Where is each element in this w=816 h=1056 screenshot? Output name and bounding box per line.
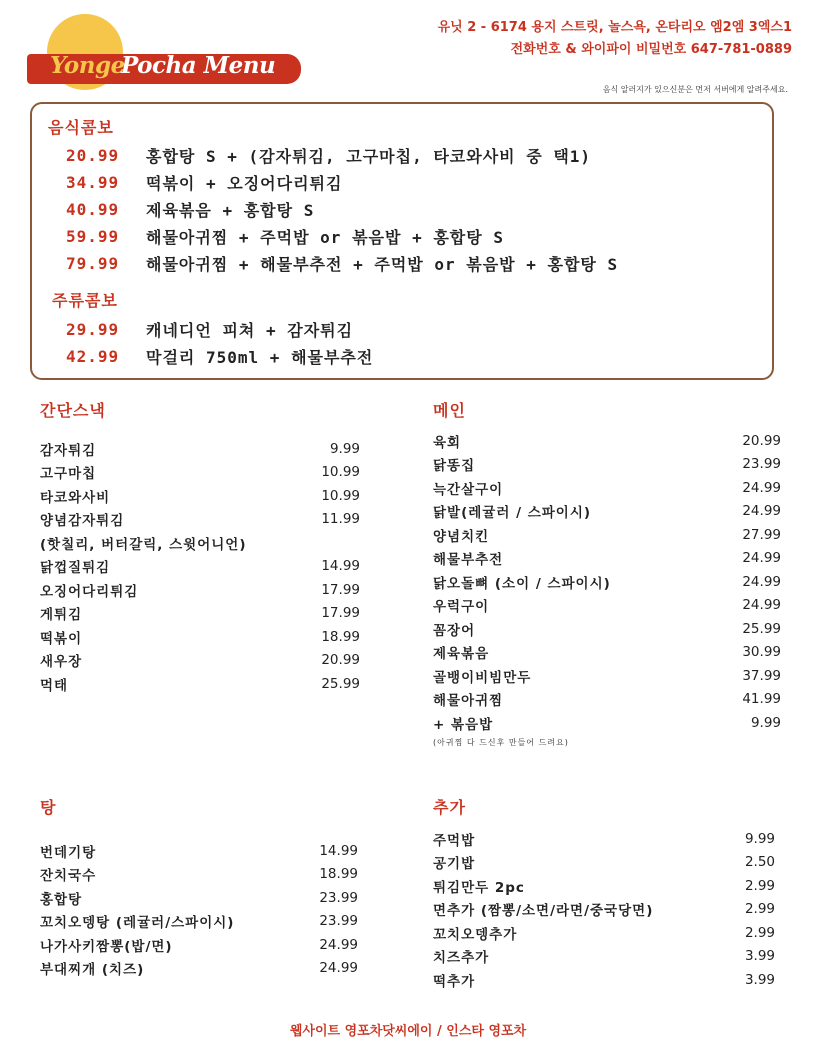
- header-phone-wifi: 전화번호 & 와이파이 비밀번호 647-781-0889: [510, 42, 792, 57]
- menu-item-name: 꼬치오뎅탕 (레귤러/스파이시): [40, 915, 235, 932]
- menu-item-price: 23.99: [319, 913, 358, 930]
- combo-description: 제육볶음 + 홍합탕 S: [146, 201, 315, 220]
- menu-item-name: 제육볶음: [433, 646, 490, 663]
- combo-price: 59.99: [66, 227, 120, 246]
- menu-item-price: 24.99: [319, 936, 358, 953]
- menu-item-price: 3.99: [744, 971, 775, 988]
- menu-item: [433, 968, 775, 992]
- menu-item-name: 홍합탕: [40, 891, 83, 908]
- menu-item: [40, 602, 360, 626]
- menu-item-name: + 볶음밥: [433, 716, 494, 733]
- menu-item-price: 9.99: [750, 714, 781, 731]
- extras-title: 추가: [433, 798, 466, 817]
- menu-item: [40, 933, 358, 957]
- menu-item-price: 20.99: [321, 652, 360, 669]
- menu-item-name: 새우장: [40, 654, 83, 671]
- menu-item-name: 고구마칩: [40, 466, 97, 483]
- menu-item-price: 30.99: [742, 644, 781, 661]
- menu-item-price: 24.99: [742, 573, 781, 590]
- allergy-note: 음식 알러지가 있으신분은 먼저 서버에게 알려주세요.: [602, 85, 788, 94]
- menu-item: [433, 664, 781, 688]
- snacks-title: 간단스낵: [40, 401, 106, 420]
- snacks-list: [40, 437, 360, 696]
- menu-item-price: 9.99: [744, 830, 775, 847]
- combo-price: 40.99: [66, 200, 120, 219]
- menu-item-price: 25.99: [321, 675, 360, 692]
- menu-item: [433, 688, 781, 712]
- combo-price: 42.99: [66, 347, 120, 366]
- combo-description: 떡볶이 + 오징어다리튀김: [146, 174, 343, 193]
- combo-row: [66, 250, 618, 277]
- combo-row: [66, 316, 373, 343]
- soups-list: [40, 839, 358, 980]
- menu-item-price: 2.99: [744, 901, 775, 918]
- drink-combo-title: 주류콤보: [52, 291, 118, 310]
- menu-item-price: 2.50: [744, 854, 775, 871]
- menu-item-price: 24.99: [742, 503, 781, 520]
- menu-item-name: 오징어다리튀김: [40, 583, 139, 600]
- menu-item-name: 꼬치오뎅추가: [433, 926, 518, 943]
- menu-item: [433, 500, 781, 524]
- menu-item: [433, 594, 781, 618]
- menu-item: [40, 578, 360, 602]
- menu-item-name: 해물아귀찜: [433, 693, 504, 710]
- menu-item: [40, 484, 360, 508]
- menu-item: [433, 547, 781, 571]
- menu-item: [40, 957, 358, 981]
- menu-item-name: 떡추가: [433, 973, 476, 990]
- menu-item: [40, 437, 360, 461]
- food-combo-title: 음식콤보: [48, 118, 114, 137]
- mains-title: 메인: [433, 401, 466, 420]
- menu-item-price: 18.99: [321, 628, 360, 645]
- menu-item-name: 치즈추가: [433, 950, 490, 967]
- menu-item-price: 24.99: [742, 479, 781, 496]
- menu-item-name: 공기밥: [433, 856, 476, 873]
- combo-row: [66, 223, 618, 250]
- mains-list: [433, 429, 781, 748]
- menu-item-name: 닭껍질튀김: [40, 560, 111, 577]
- footer-website-instagram: 웹사이트 영포차닷씨에이 / 인스타 영포차: [289, 1024, 527, 1039]
- menu-item: [40, 886, 358, 910]
- menu-item-price: 24.99: [742, 597, 781, 614]
- combo-row: [66, 142, 618, 169]
- combo-description: 홍합탕 S + (감자튀김, 고구마칩, 타코와사비 중 택1): [146, 147, 592, 166]
- menu-item-name: 닭오돌뼈 (소이 / 스파이시): [433, 575, 611, 592]
- menu-item: [433, 453, 781, 477]
- combo-description: 막걸리 750ml + 해물부추전: [146, 348, 374, 367]
- menu-item-name: 떡볶이: [40, 630, 83, 647]
- menu-item: [433, 898, 775, 922]
- menu-item: [433, 945, 775, 969]
- menu-item-name: 게튀김: [40, 607, 83, 624]
- menu-item-name: 양념치킨: [433, 528, 490, 545]
- menu-item-price: 20.99: [742, 432, 781, 449]
- header-address: 유닛 2 - 6174 용지 스트릿, 놀스욕, 온타리오 엠2엠 3엑스1: [437, 20, 792, 35]
- menu-item-name: 늑간살구이: [433, 481, 504, 498]
- menu-item: [433, 874, 775, 898]
- combo-description: 해물아귀찜 + 주먹밥 or 볶음밥 + 홍합탕 S: [146, 228, 504, 247]
- menu-item-price: 18.99: [319, 866, 358, 883]
- menu-item-name: 부대찌개 (치즈): [40, 962, 145, 979]
- menu-item: [433, 641, 781, 665]
- menu-item-price: 17.99: [321, 581, 360, 598]
- combo-price: 29.99: [66, 320, 120, 339]
- menu-item-price: 24.99: [319, 960, 358, 977]
- menu-item-name: 타코와사비: [40, 489, 111, 506]
- menu-item-price: 10.99: [321, 487, 360, 504]
- menu-item-price: 14.99: [321, 558, 360, 575]
- menu-item-name: 나가사키짬뽕(밥/면): [40, 938, 173, 955]
- menu-item-name: 닭발(레귤러 / 스파이시): [433, 505, 592, 522]
- menu-item: [433, 523, 781, 547]
- combo-description: 캐네디언 피쳐 + 감자튀김: [146, 321, 354, 340]
- menu-item-name: 골뱅이비빔만두: [433, 669, 532, 686]
- menu-item: [433, 711, 781, 735]
- menu-item-price: 2.99: [744, 924, 775, 941]
- menu-item: [40, 863, 358, 887]
- menu-item-name: 면추가 (짬뽕/소면/라면/중국당면): [433, 903, 654, 920]
- combo-price: 79.99: [66, 254, 120, 273]
- mains-note: (아귀찜 다 드신후 만들어 드려요): [433, 737, 569, 747]
- menu-item-price: 25.99: [742, 620, 781, 637]
- logo-text-pocha-menu: Pocha Menu: [121, 52, 276, 79]
- menu-item: [40, 672, 360, 696]
- menu-item-name: 감자튀김: [40, 442, 97, 459]
- snacks-flavor-note: (핫칠리, 버터갈릭, 스윗어니언): [40, 536, 247, 553]
- menu-item: [433, 476, 781, 500]
- extras-list: [433, 827, 775, 992]
- combo-row: [66, 343, 373, 370]
- menu-item-price: 3.99: [744, 948, 775, 965]
- menu-item-price: 37.99: [742, 667, 781, 684]
- menu-item-name: 양념감자튀김: [40, 513, 125, 530]
- menu-item-price: 14.99: [319, 842, 358, 859]
- menu-item: [40, 910, 358, 934]
- combo-row: [66, 196, 618, 223]
- menu-item: [40, 625, 360, 649]
- menu-item: [40, 649, 360, 673]
- combo-price: 34.99: [66, 173, 120, 192]
- menu-item: [433, 921, 775, 945]
- food-combo-list: [66, 142, 618, 277]
- menu-item-price: 24.99: [742, 550, 781, 567]
- menu-item: [433, 429, 781, 453]
- menu-item: [40, 839, 358, 863]
- menu-item-price: 11.99: [321, 511, 360, 528]
- menu-item-name: 꼼장어: [433, 622, 476, 639]
- logo: [0, 0, 320, 100]
- menu-item: [40, 555, 360, 579]
- menu-item: [40, 461, 360, 485]
- logo-text-yonge: Yonge: [50, 52, 125, 79]
- menu-item: [433, 617, 781, 641]
- menu-item: [40, 508, 360, 532]
- menu-item-price: 17.99: [321, 605, 360, 622]
- combo-description: 해물아귀찜 + 해물부추전 + 주먹밥 or 볶음밥 + 홍합탕 S: [146, 255, 619, 274]
- menu-item-name: 우럭구이: [433, 599, 490, 616]
- menu-item-name: 주먹밥: [433, 832, 476, 849]
- combo-row: [66, 169, 618, 196]
- menu-item-name: 해물부추전: [433, 552, 504, 569]
- menu-item-price: 9.99: [329, 440, 360, 457]
- menu-item: [433, 851, 775, 875]
- menu-item-price: 23.99: [742, 456, 781, 473]
- menu-item-name: 먹태: [40, 677, 69, 694]
- menu-item-name: 잔치국수: [40, 868, 97, 885]
- menu-item-name: 육회: [433, 434, 462, 451]
- menu-item-price: 2.99: [744, 877, 775, 894]
- menu-item-name: 닭똥집: [433, 458, 476, 475]
- combo-price: 20.99: [66, 146, 120, 165]
- menu-item-name: 번데기탕: [40, 844, 97, 861]
- menu-item-price: 27.99: [742, 526, 781, 543]
- menu-item: [433, 570, 781, 594]
- menu-item-price: 10.99: [321, 464, 360, 481]
- menu-item-price: 41.99: [742, 691, 781, 708]
- menu-item-name: 튀김만두 2pc: [433, 879, 525, 896]
- drink-combo-list: [66, 316, 373, 370]
- menu-item-price: 23.99: [319, 889, 358, 906]
- menu-item: [433, 827, 775, 851]
- soups-title: 탕: [40, 798, 57, 817]
